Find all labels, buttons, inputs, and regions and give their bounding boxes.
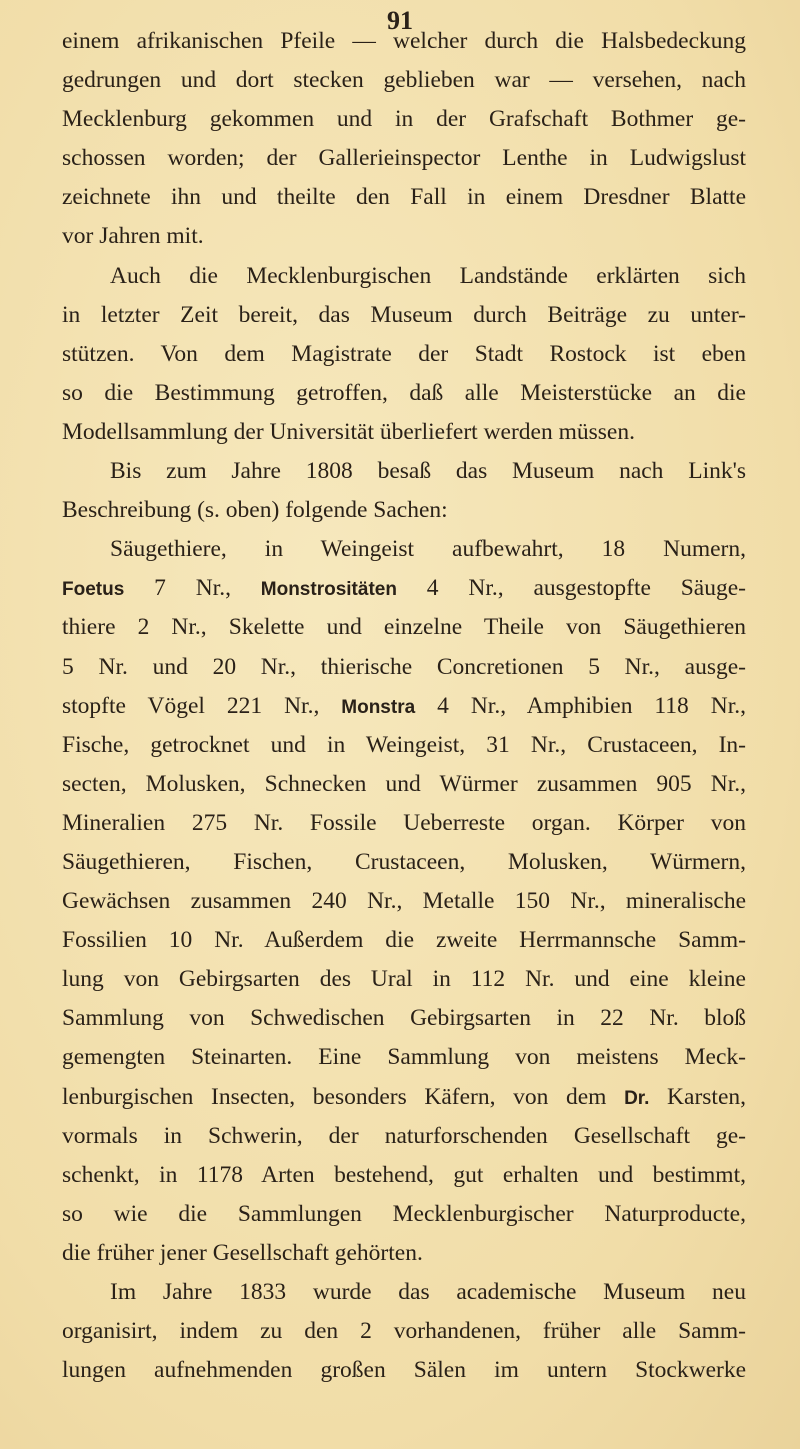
bold-term: Monstrositäten (260, 579, 397, 601)
text-run: lenburgischen Insecten, besonders Käfern, von dem (62, 1083, 625, 1110)
text-line (62, 569, 746, 608)
text-line: Im Jahre 1833 wurde das academische Museum neu (110, 1279, 746, 1305)
text-line: stützen. Von dem Magistrate der Stadt Rostock ist eben (62, 340, 746, 367)
page-number: 91 (387, 6, 413, 35)
text-line: vor Jahren mit. (62, 223, 204, 250)
text-line: lungen aufnehmenden großen Sälen im untern Stockwerke (62, 1357, 746, 1384)
body-text (62, 22, 746, 1390)
text-run: 7 Nr., (124, 575, 261, 602)
text-line: Säugethiere, in Weingeist aufbewahrt, 18 Numern, (110, 536, 746, 563)
text-line (62, 687, 746, 726)
text-line: Beschreibung (s. oben) folgende Sachen: (62, 497, 448, 524)
text-line: Modellsammlung der Universität überliefert werden müssen. (62, 418, 635, 445)
text-line: zeichnete ihn und theilte den Fall in einem Dresdner Blatte (62, 184, 746, 211)
text-line: thiere 2 Nr., Skelette und einzelne Theile von Säugethieren (62, 614, 746, 641)
bold-term: Dr. (624, 1087, 650, 1109)
text-line: die früher jener Gesellschaft gehörten. (62, 1239, 423, 1266)
text-line: Mecklenburg gekommen und in der Grafschaft Bothmer ge- (62, 106, 746, 133)
text-line: gedrungen und dort stecken geblieben war — versehen, nach (62, 67, 746, 94)
text-line: gemengten Steinarten. Eine Sammlung von meistens Meck- (62, 1044, 746, 1071)
bold-term: Monstra (341, 696, 416, 718)
text-line (62, 1078, 746, 1117)
text-line: in letzter Zeit bereit, das Museum durch Beiträge zu unter- (62, 301, 746, 328)
text-line: Sammlung von Schwedischen Gebirgsarten in 22 Nr. bloß (62, 1005, 746, 1032)
text-line: so wie die Sammlungen Mecklenburgischer Naturproducte, (62, 1200, 746, 1227)
text-run: Karsten, (649, 1083, 746, 1110)
text-line: Bis zum Jahre 1808 besaß das Museum nach Link's (110, 458, 746, 485)
text-line: Mineralien 275 Nr. Fossile Ueberreste organ. Körper von (62, 809, 746, 836)
text-line: Fische, getrocknet und in Weingeist, 31 Nr., Crustaceen, In- (62, 731, 746, 758)
text-run: stopfte Vögel 221 Nr., (62, 692, 342, 719)
text-line: 5 Nr. und 20 Nr., thierische Concretionen 5 Nr., ausge- (62, 653, 746, 680)
text-line: vormals in Schwerin, der naturforschenden Gesellschaft ge- (62, 1122, 746, 1149)
text-line: Auch die Mecklenburgischen Landstände erklärten sich (110, 262, 746, 289)
text-line: schossen worden; der Gallerieinspector Lenthe in Ludwigslust (62, 145, 746, 172)
text-line: organisirt, indem zu den 2 vorhandenen, früher alle Samm- (62, 1318, 746, 1345)
text-line: Gewächsen zusammen 240 Nr., Metalle 150 Nr., mineralische (62, 888, 746, 915)
text-line: Säugethieren, Fischen, Crustaceen, Molusken, Würmern, (62, 848, 746, 875)
text-line: einem afrikanischen Pfeile — welcher durch die Halsbedeckung (62, 28, 746, 54)
text-line: schenkt, in 1178 Arten bestehend, gut erhalten und bestimmt, (62, 1161, 746, 1188)
text-run: 4 Nr., Amphibien 118 Nr., (415, 692, 746, 719)
text-line: lung von Gebirgsarten des Ural in 112 Nr. und eine kleine (62, 966, 746, 993)
text-line: Fossilien 10 Nr. Außerdem die zweite Herrmannsche Samm- (62, 927, 746, 954)
text-line: so die Bestimmung getroffen, daß alle Meisterstücke an die (62, 379, 746, 406)
bold-term: Foetus (62, 579, 125, 601)
text-run: 4 Nr., ausgestopfte Säuge- (396, 575, 746, 602)
text-line: secten, Molusken, Schnecken und Würmer zusammen 905 Nr., (62, 770, 746, 797)
